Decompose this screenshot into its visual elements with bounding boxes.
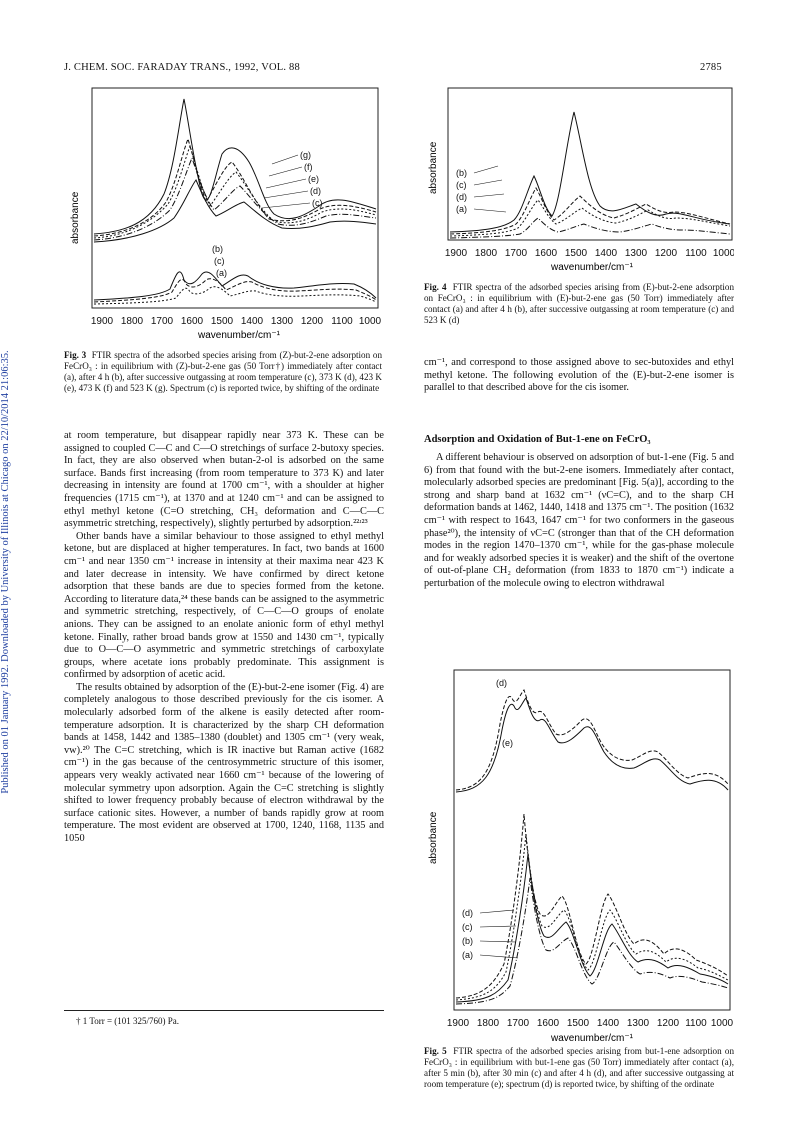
fig5-ylabel: absorbance (428, 811, 439, 864)
fig5-label-c: (c) (462, 922, 473, 932)
fig3-label-g: (g) (300, 150, 311, 160)
section-heading: Adsorption and Oxidation of But-1-ene on FeCrO₃ (424, 434, 651, 445)
fig4-tick-1500: 1500 (564, 248, 588, 259)
fig3-caption (64, 350, 382, 394)
fig3-tick-1100: 1100 (331, 316, 353, 327)
footnote-rule (64, 1010, 384, 1011)
fig5-caption-label: Fig. 5 (424, 1046, 447, 1056)
fig5-label-b: (b) (462, 936, 473, 946)
fig5-xlabel: wavenumber/cm⁻¹ (551, 1033, 633, 1044)
fig3-tick-1500: 1500 (210, 316, 234, 327)
fig3-tick-1600: 1600 (180, 316, 204, 327)
fig3-label-a: (a) (216, 268, 227, 278)
fig5-tick-1900: 1900 (446, 1018, 470, 1029)
fig3-tick-1200: 1200 (300, 316, 324, 327)
fig3-xlabel: wavenumber/cm⁻¹ (198, 330, 280, 340)
fig3-caption-label: Fig. 3 (64, 350, 87, 360)
fig4-xlabel: wavenumber/cm⁻¹ (551, 262, 633, 273)
fig4-tick-1200: 1200 (654, 248, 678, 259)
fig4-tick-1400: 1400 (594, 248, 618, 259)
fig3-label-c2: (c) (214, 256, 225, 266)
fig5-tick-1000: 1000 (710, 1018, 734, 1029)
fig3-tick-1900: 1900 (90, 316, 114, 327)
fig5-spectrum-d-lower (456, 814, 728, 998)
fig5-tick-1200: 1200 (656, 1018, 680, 1029)
fig4-tick-1900: 1900 (444, 248, 468, 259)
left-paragraph-3: The results obtained by adsorption of the (E)-but-2-ene isomer (Fig. 4) are completely analogous to those described previously for the cis isomer. A molecularly adsorbed form of the alkene is easily detected after room-temperature adsorption. It is characterized by the sharp CH deformation bands at 1458, 1442 and 1385–1380 (doublet) and 1305 cm⁻¹ (very weak, vw).²⁰ The C=C stretching, which is IR inactive but Raman active (1682 cm⁻¹) in the gas because of the centrosymmetric structure of this isomer, appears very weakly activated near 1660 cm⁻¹ because of the lowering of molecular symmetry upon adsorption. Again the C=C stretching is slightly shifted to lower frequency probably because of electron withdrawal by the surface cationic sites. However, a number of bands rapidly grow at room temperature. The most evident are observed at 1700, 1240, 1168, 1135 and 1050 (64, 681, 384, 844)
fig5-spectrum-b (456, 854, 728, 1002)
fig4-tick-1600: 1600 (534, 248, 558, 259)
fig4-caption (424, 282, 734, 326)
fig5-tick-1400: 1400 (596, 1018, 620, 1029)
fig4-tick-1300: 1300 (624, 248, 648, 259)
fig3-label-c: (c) (312, 198, 323, 208)
fig5-tick-1800: 1800 (476, 1018, 500, 1029)
fig5-tick-1300: 1300 (626, 1018, 650, 1029)
fig3-tick-1400: 1400 (240, 316, 264, 327)
fig5-spectrum-d-upper (456, 690, 728, 790)
fig3-tick-1000: 1000 (358, 316, 382, 327)
fig4-ylabel: absorbance (428, 141, 439, 194)
fig5-tick-1500: 1500 (566, 1018, 590, 1029)
left-paragraph-1: at room temperature, but disappear rapidly near 373 K. These can be assigned to coupled C—C and C—O stretchings of surface 2-butoxy species. In fact, they are also observed when butan-2-ol is adsorbed on the same surface. Bands first increasing (from room temperature to 373 K) and later decreasing in intensity are found at 1700 cm⁻¹, with a shoulder at higher frequencies (1715 cm⁻¹), at 1370 and at 1240 cm⁻¹ and can be assigned to ethyl methyl ketone (C=O stretching, CH₃ deformation and C—C—C asymmetric stretching, respectively), slightly perturbed by adsorption.²²ʴ²³ (64, 430, 384, 530)
fig3-label-b: (b) (212, 244, 223, 254)
fig4-tick-1100: 1100 (685, 248, 707, 259)
fig3-tick-1700: 1700 (150, 316, 174, 327)
fig3-spectrum-e (94, 146, 376, 238)
journal-header: J. CHEM. SOC. FARADAY TRANS., 1992, VOL. 88 (64, 62, 300, 73)
fig3-ylabel: absorbance (70, 191, 81, 244)
fig5-caption (424, 1046, 734, 1090)
figure-3 (64, 84, 384, 340)
figure-5 (424, 664, 734, 1044)
fig4-label-c: (c) (456, 180, 467, 190)
fig3-label-e: (e) (308, 174, 319, 184)
fig4-caption-text: FTIR spectra of the adsorbed species arising from (E)-but-2-ene adsorption on FeCrO₃ : in equilibrium with (E)-but-2-ene gas (50 Torr) immediately after contact (a) and after 4 h (b), after successive outgassing at room temperature (c) and 523 K (d) (424, 282, 734, 325)
fig3-spectrum-d (94, 158, 376, 240)
fig3-label-f: (f) (304, 162, 313, 172)
fig4-tick-1700: 1700 (504, 248, 528, 259)
fig4-caption-label: Fig. 4 (424, 282, 447, 292)
fig5-tick-1600: 1600 (536, 1018, 560, 1029)
right-column (424, 357, 734, 395)
fig5-label-d-upper: (d) (496, 678, 507, 688)
fig3-tick-1800: 1800 (120, 316, 144, 327)
fig5-label-a: (a) (462, 950, 473, 960)
fig4-tick-1800: 1800 (474, 248, 498, 259)
fig3-spectrum-c (94, 180, 376, 242)
right-paragraph-1: cm⁻¹, and correspond to those assigned above to sec-butoxides and ethyl methyl ketone. The following evolution of the (E)-but-2-ene isomer is parallel to that described above for the cis isomer. (424, 357, 734, 394)
right-paragraph-2: A different behaviour is observed on adsorption of but-1-ene (Fig. 5 and 6) from that found with the but-2-ene isomers. Immediately after contact, molecularly adsorbed species are predominant [Fig. 5(a)], according to the strong and sharp band at 1632 cm⁻¹ (νC=C), and to the sharp CH deformation bands at 1462, 1440, 1418 and 1375 cm⁻¹. The position (1632 cm⁻¹ with respect to 1643, 1647 cm⁻¹ for two conformers in the gaseous phase²⁰), the intensity of νC=C (stronger than that of the CH deformation modes in the region 1470–1370 cm⁻¹, while for the gas-phase molecule and for weakly adsorbed species it is weaker) and the shift of the overtone of out-of-plane CH₂ deformation (from 1833 to 1870 cm⁻¹) indicate a perturbation of the molecule owing to electron withdrawal (424, 452, 734, 589)
fig5-spectrum-c (456, 834, 728, 1000)
fig4-label-d: (d) (456, 192, 467, 202)
figure-4 (424, 84, 734, 274)
right-column-2 (424, 452, 734, 591)
fig3-spectrum-g (94, 99, 376, 234)
fig5-label-d: (d) (462, 908, 473, 918)
fig5-label-e: (e) (502, 738, 513, 748)
fig3-caption-text: FTIR spectra of the adsorbed species arising from (Z)-but-2-ene adsorption on FeCrO₃ : in equilibrium with (Z)-but-2-ene gas (50 Torr†) immediately after contact (a), after 4 h (b), after successive outgassing at room temperature (c), 373 K (d), 423 K (e), 473 K (f) and 523 K (g). Spectrum (c) is reported twice, by shifting of the ordinate (64, 350, 382, 393)
fig4-label-b: (b) (456, 168, 467, 178)
fig5-tick-1100: 1100 (685, 1018, 707, 1029)
fig3-tick-1300: 1300 (270, 316, 294, 327)
download-notice: Published on 01 January 1992. Downloaded by University of Illinois at Chicago on 22/10/2014 21:06:35. (0, 350, 11, 794)
fig4-tick-1000: 1000 (712, 248, 734, 259)
left-paragraph-2: Other bands have a similar behaviour to those assigned to ethyl methyl ketone, but are displaced at higher temperatures. In fact, two bands at 1600 cm⁻¹ and near 1350 cm⁻¹ increase in intensity at their maxima near 423 K and later decrease in intensity. We have confirmed by direct ketone adsorption that these bands are due to species formed from the ketone. According to literature data,²⁴ these bands can be assigned to the asymmetric and symmetric stretching, respectively, of C—C—O groups of enolate anions. They can be assigned to an enolate anionic form of ethyl methyl ketone. Finally, rather broad bands grow at 1550 and 1430 cm⁻¹, typically due to O—C—O asymmetric and symmetric stretchings of carboxylate groups, where acetate ions probably predominate. This assignment is confirmed by adsorption of acetic acid. (64, 530, 384, 681)
page-number: 2785 (700, 62, 722, 73)
fig5-caption-text: FTIR spectra of the adsorbed species arising from but-1-ene adsorption on FeCrO₃ : in equilibrium with but-1-ene gas (50 Torr) immediately after contact (a), after 5 min (b), after 30 min (c) and after 4 h (d), and after successive outgassing at room temperature (e); spectrum (d) is reported twice, by shifting of the ordinate (424, 1046, 734, 1089)
left-column (64, 430, 384, 846)
fig5-tick-1700: 1700 (506, 1018, 530, 1029)
footnote: † 1 Torr = (101 325/760) Pa. (76, 1016, 180, 1026)
fig4-label-a: (a) (456, 204, 467, 214)
fig3-label-d: (d) (310, 186, 321, 196)
fig3-spectrum-c-lower (94, 279, 376, 302)
